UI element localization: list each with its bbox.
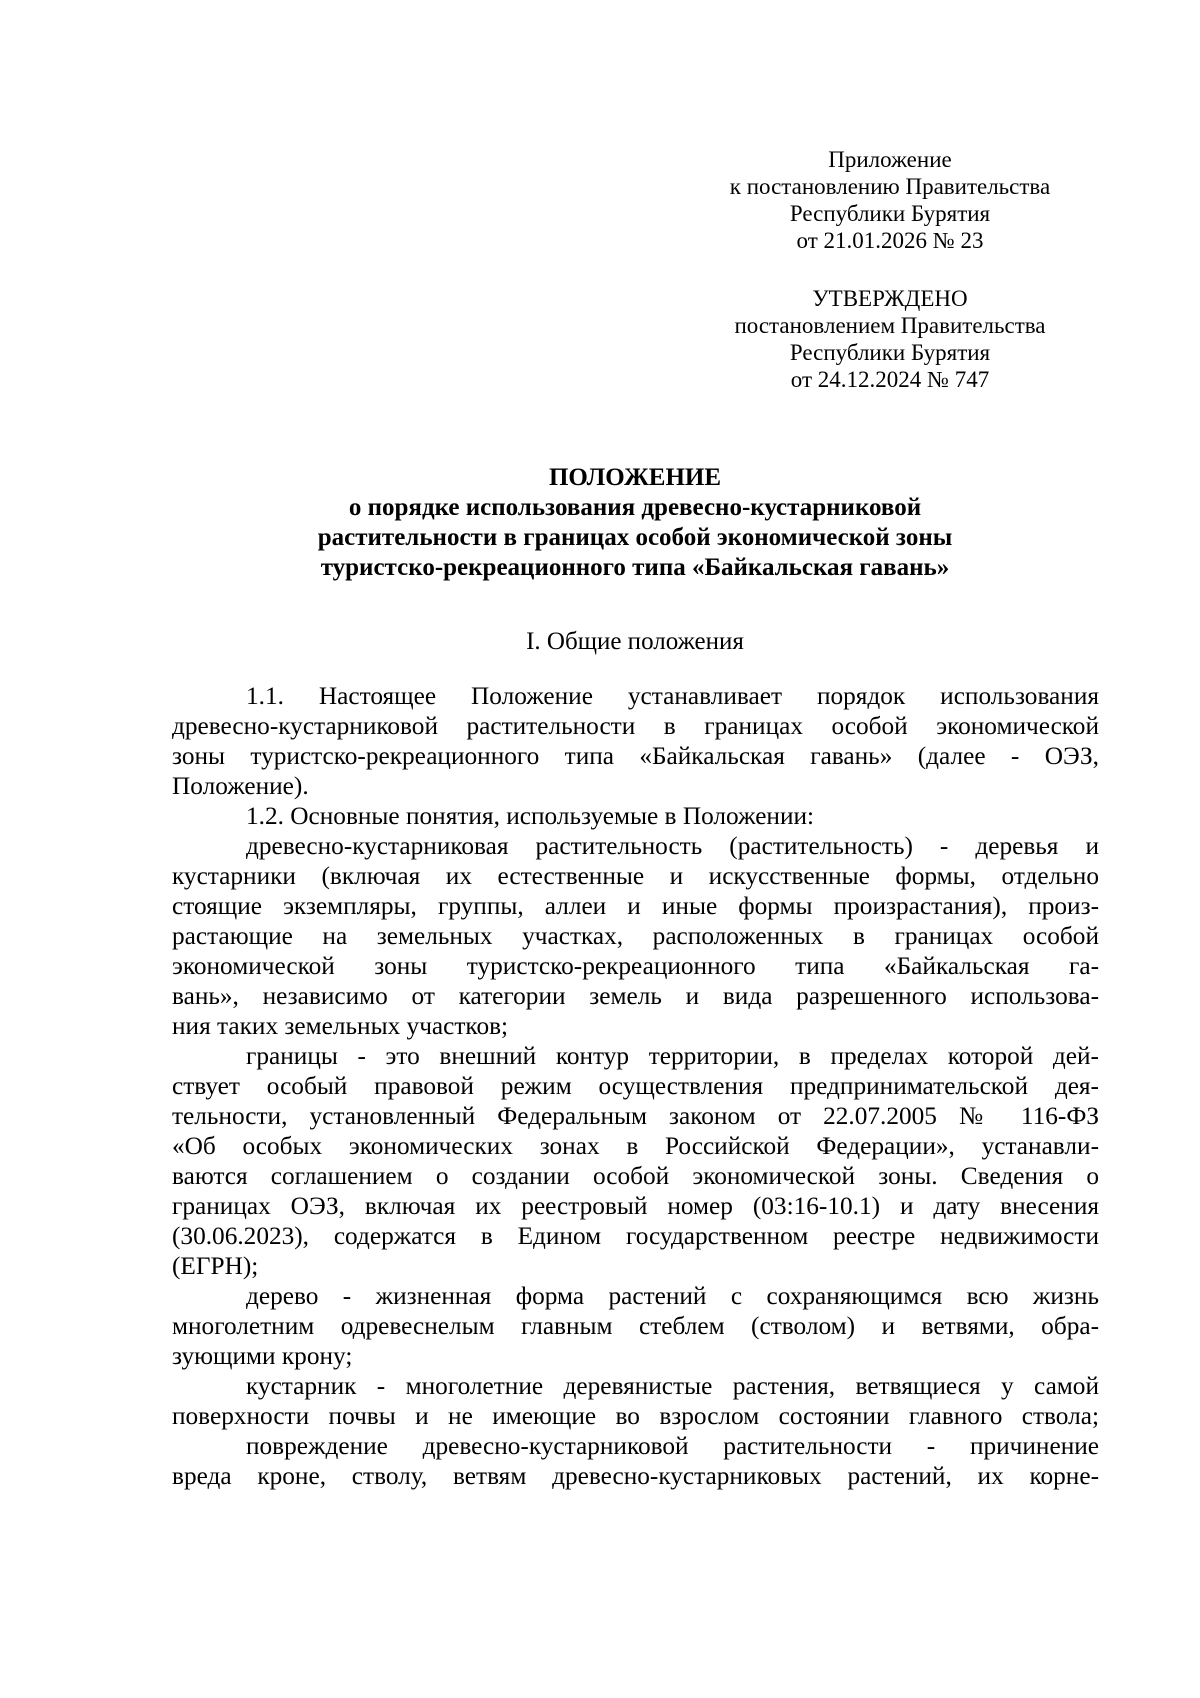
body-line: Положение). <box>172 772 309 800</box>
body-line: 1.2. Основные понятия, используемые в Положении: <box>246 802 815 830</box>
title-line: о порядке использования древесно-кустарниковой <box>348 494 922 521</box>
body-line: вреда кроне, стволу, ветвям древесно-кустарниковых растений, их корне- <box>172 1462 1099 1490</box>
body-line: многолетним одревеснелым главным стеблем (стволом) и ветвями, обра- <box>172 1312 1099 1340</box>
body-line: дерево - жизненная форма растений с сохраняющимся всю жизнь <box>246 1282 1099 1310</box>
approval-line: Республики Бурятия <box>789 340 991 365</box>
body-line: границах ОЭЗ, включая их реестровый номер (03:16-10.1) и дату внесения <box>172 1192 1099 1220</box>
title-heading: ПОЛОЖЕНИЕ <box>548 464 722 491</box>
body-line: зоны туристско-рекреационного типа «Байкальская гавань» (далее - ОЭЗ, <box>172 742 1099 770</box>
appendix-line: к постановлению Правительства <box>729 174 1051 199</box>
document-title <box>170 463 1100 583</box>
section-title: I. Общие положения <box>526 628 744 655</box>
body-line: повреждение древесно-кустарниковой растительности - причинение <box>246 1432 1099 1460</box>
appendix-line: Приложение <box>828 147 952 172</box>
body-line: 1.1. Настоящее Положение устанавливает порядок использования <box>246 682 1099 710</box>
approval-note <box>690 285 1090 393</box>
appendix-line: Республики Бурятия <box>789 201 991 226</box>
appendix-note <box>690 146 1090 254</box>
body-line: экономической зоны туристско-рекреационного типа «Байкальская га- <box>172 952 1099 980</box>
approval-line: постановлением Правительства <box>734 313 1046 338</box>
body-line: древесно-кустарниковая растительность (растительность) - деревья и <box>246 832 1099 860</box>
body-line: зующими крону; <box>172 1342 353 1370</box>
body-line: поверхности почвы и не имеющие во взрослом состоянии главного ствола; <box>172 1402 1099 1430</box>
appendix-date-number: от 21.01.2026 № 23 <box>796 228 984 253</box>
body-line: ния таких земельных участков; <box>172 1012 509 1040</box>
body-line: тельности, установленный Федеральным законом от 22.07.2005 № 116-ФЗ <box>172 1102 1099 1130</box>
body-line: «Об особых экономических зонах в Российской Федерации», устанавли- <box>172 1132 1099 1160</box>
body-line: стоящие экземпляры, группы, аллеи и иные формы произрастания), произ- <box>172 892 1099 920</box>
document-body <box>172 681 1099 1491</box>
title-line: туристско-рекреационного типа «Байкальская гавань» <box>320 554 950 581</box>
body-line: кустарники (включая их естественные и искусственные формы, отдельно <box>172 862 1099 890</box>
body-line: ствует особый правовой режим осуществления предпринимательской дея- <box>172 1072 1099 1100</box>
body-line: древесно-кустарниковой растительности в границах особой экономической <box>172 712 1099 740</box>
body-line: границы - это внешний контур территории, в пределах которой дей- <box>246 1042 1099 1070</box>
section-heading <box>170 627 1100 657</box>
body-line: растающие на земельных участках, расположенных в границах особой <box>172 922 1099 950</box>
title-line: растительности в границах особой экономической зоны <box>317 524 953 551</box>
body-line: (30.06.2023), содержатся в Едином государственном реестре недвижимости <box>172 1222 1099 1250</box>
body-line: кустарник - многолетние деревянистые растения, ветвящиеся у самой <box>246 1372 1099 1400</box>
approval-date-number: от 24.12.2024 № 747 <box>790 367 990 392</box>
body-line: (ЕГРН); <box>172 1252 259 1280</box>
body-line: ваются соглашением о создании особой экономической зоны. Сведения о <box>172 1162 1099 1190</box>
approval-line: УТВЕРЖДЕНО <box>812 286 968 311</box>
body-line: вань», независимо от категории земель и вида разрешенного использова- <box>172 982 1099 1010</box>
